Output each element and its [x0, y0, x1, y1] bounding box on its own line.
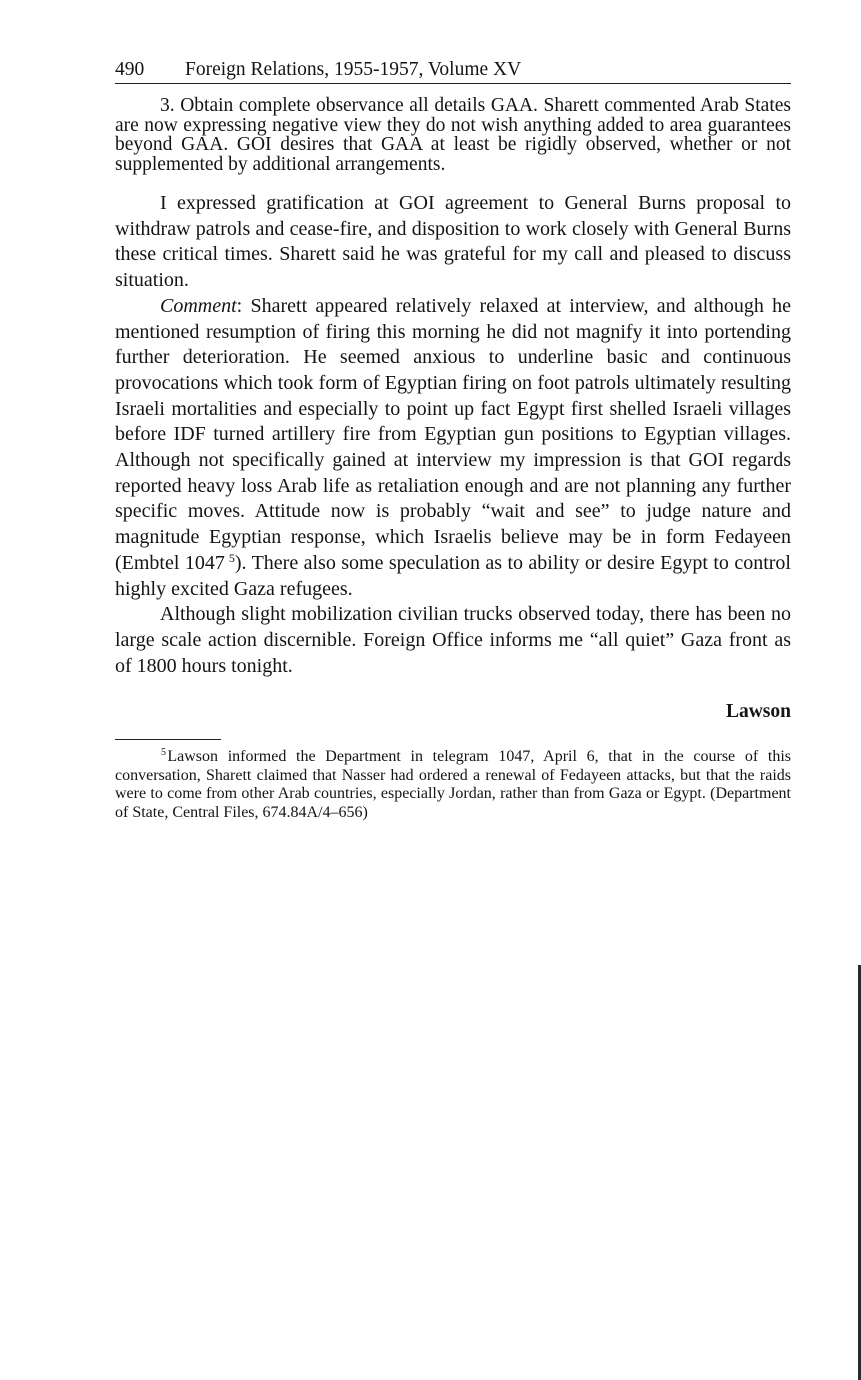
comment-paragraph	[115, 294, 791, 602]
footnote-reference: 5	[228, 550, 235, 565]
footnote-text: Lawson informed the Department in telegram 1047, April 6, that in the course of this conversation, Sharett claimed that Nasser had ordered a renewal of Fedayeen attacks, but that the raids were to come from other Arab countries, especially Jordan, rather than from Gaza or Egypt. (Department of State, Central Files, 674.84A/4–656)	[115, 748, 791, 821]
signature: Lawson	[725, 701, 791, 723]
item-3-paragraph: 3. Obtain complete observance all details GAA. Sharett commented Arab States are now expressing negative view they do not wish anything added to area guarantees beyond GAA. GOI desires that GAA at least be rigidly observed, whether or not supplemented by additional arrangements.	[115, 95, 791, 175]
comment-text-end: ). There also some speculation as to ability or desire Egypt to control highly excited Gaza refugees.	[115, 551, 791, 600]
mobilization-paragraph: Although slight mobilization civilian trucks observed today, there has been no large scale action discernible. Foreign Office informs me “all quiet” Gaza front as of 1800 hours tonight.	[115, 603, 791, 677]
footnote	[115, 748, 791, 822]
document-page	[115, 58, 791, 822]
page-number: 490	[115, 59, 145, 80]
footnote-number: 5	[161, 747, 166, 759]
running-head	[115, 58, 791, 84]
comment-text: : Sharett appeared relatively relaxed at interview, and although he mentioned resumption of firing this morning he did not magnify it into portending further deterioration. He seemed anxious to underline basic and continuous provocations which took form of Egyptian firing on foot patrols ultimately resulting Israeli mortalities and especially to point up fact Egypt first shelled Israeli villages before IDF turned artillery fire from Egyptian gun positions to Egyptian villages. Although not specifically gained at interview my impression is that GOI regards reported heavy loss Arab life as retaliation enough and are not planning any further specific moves. Attitude now is probably “wait and see” to judge nature and magnitude Egyptian response, which Israelis believe may be in form Fedayeen (Embtel 1047	[115, 294, 791, 574]
comment-label: Comment	[160, 294, 237, 317]
gratification-paragraph: I expressed gratification at GOI agreement to General Burns proposal to withdraw patrols and cease-fire, and disposition to work closely with General Burns these critical times. Sharett said he was grateful for my call and pleased to discuss situation.	[115, 192, 791, 292]
footnote-divider	[115, 739, 221, 740]
publication-title: Foreign Relations, 1955-1957, Volume XV	[185, 59, 522, 80]
